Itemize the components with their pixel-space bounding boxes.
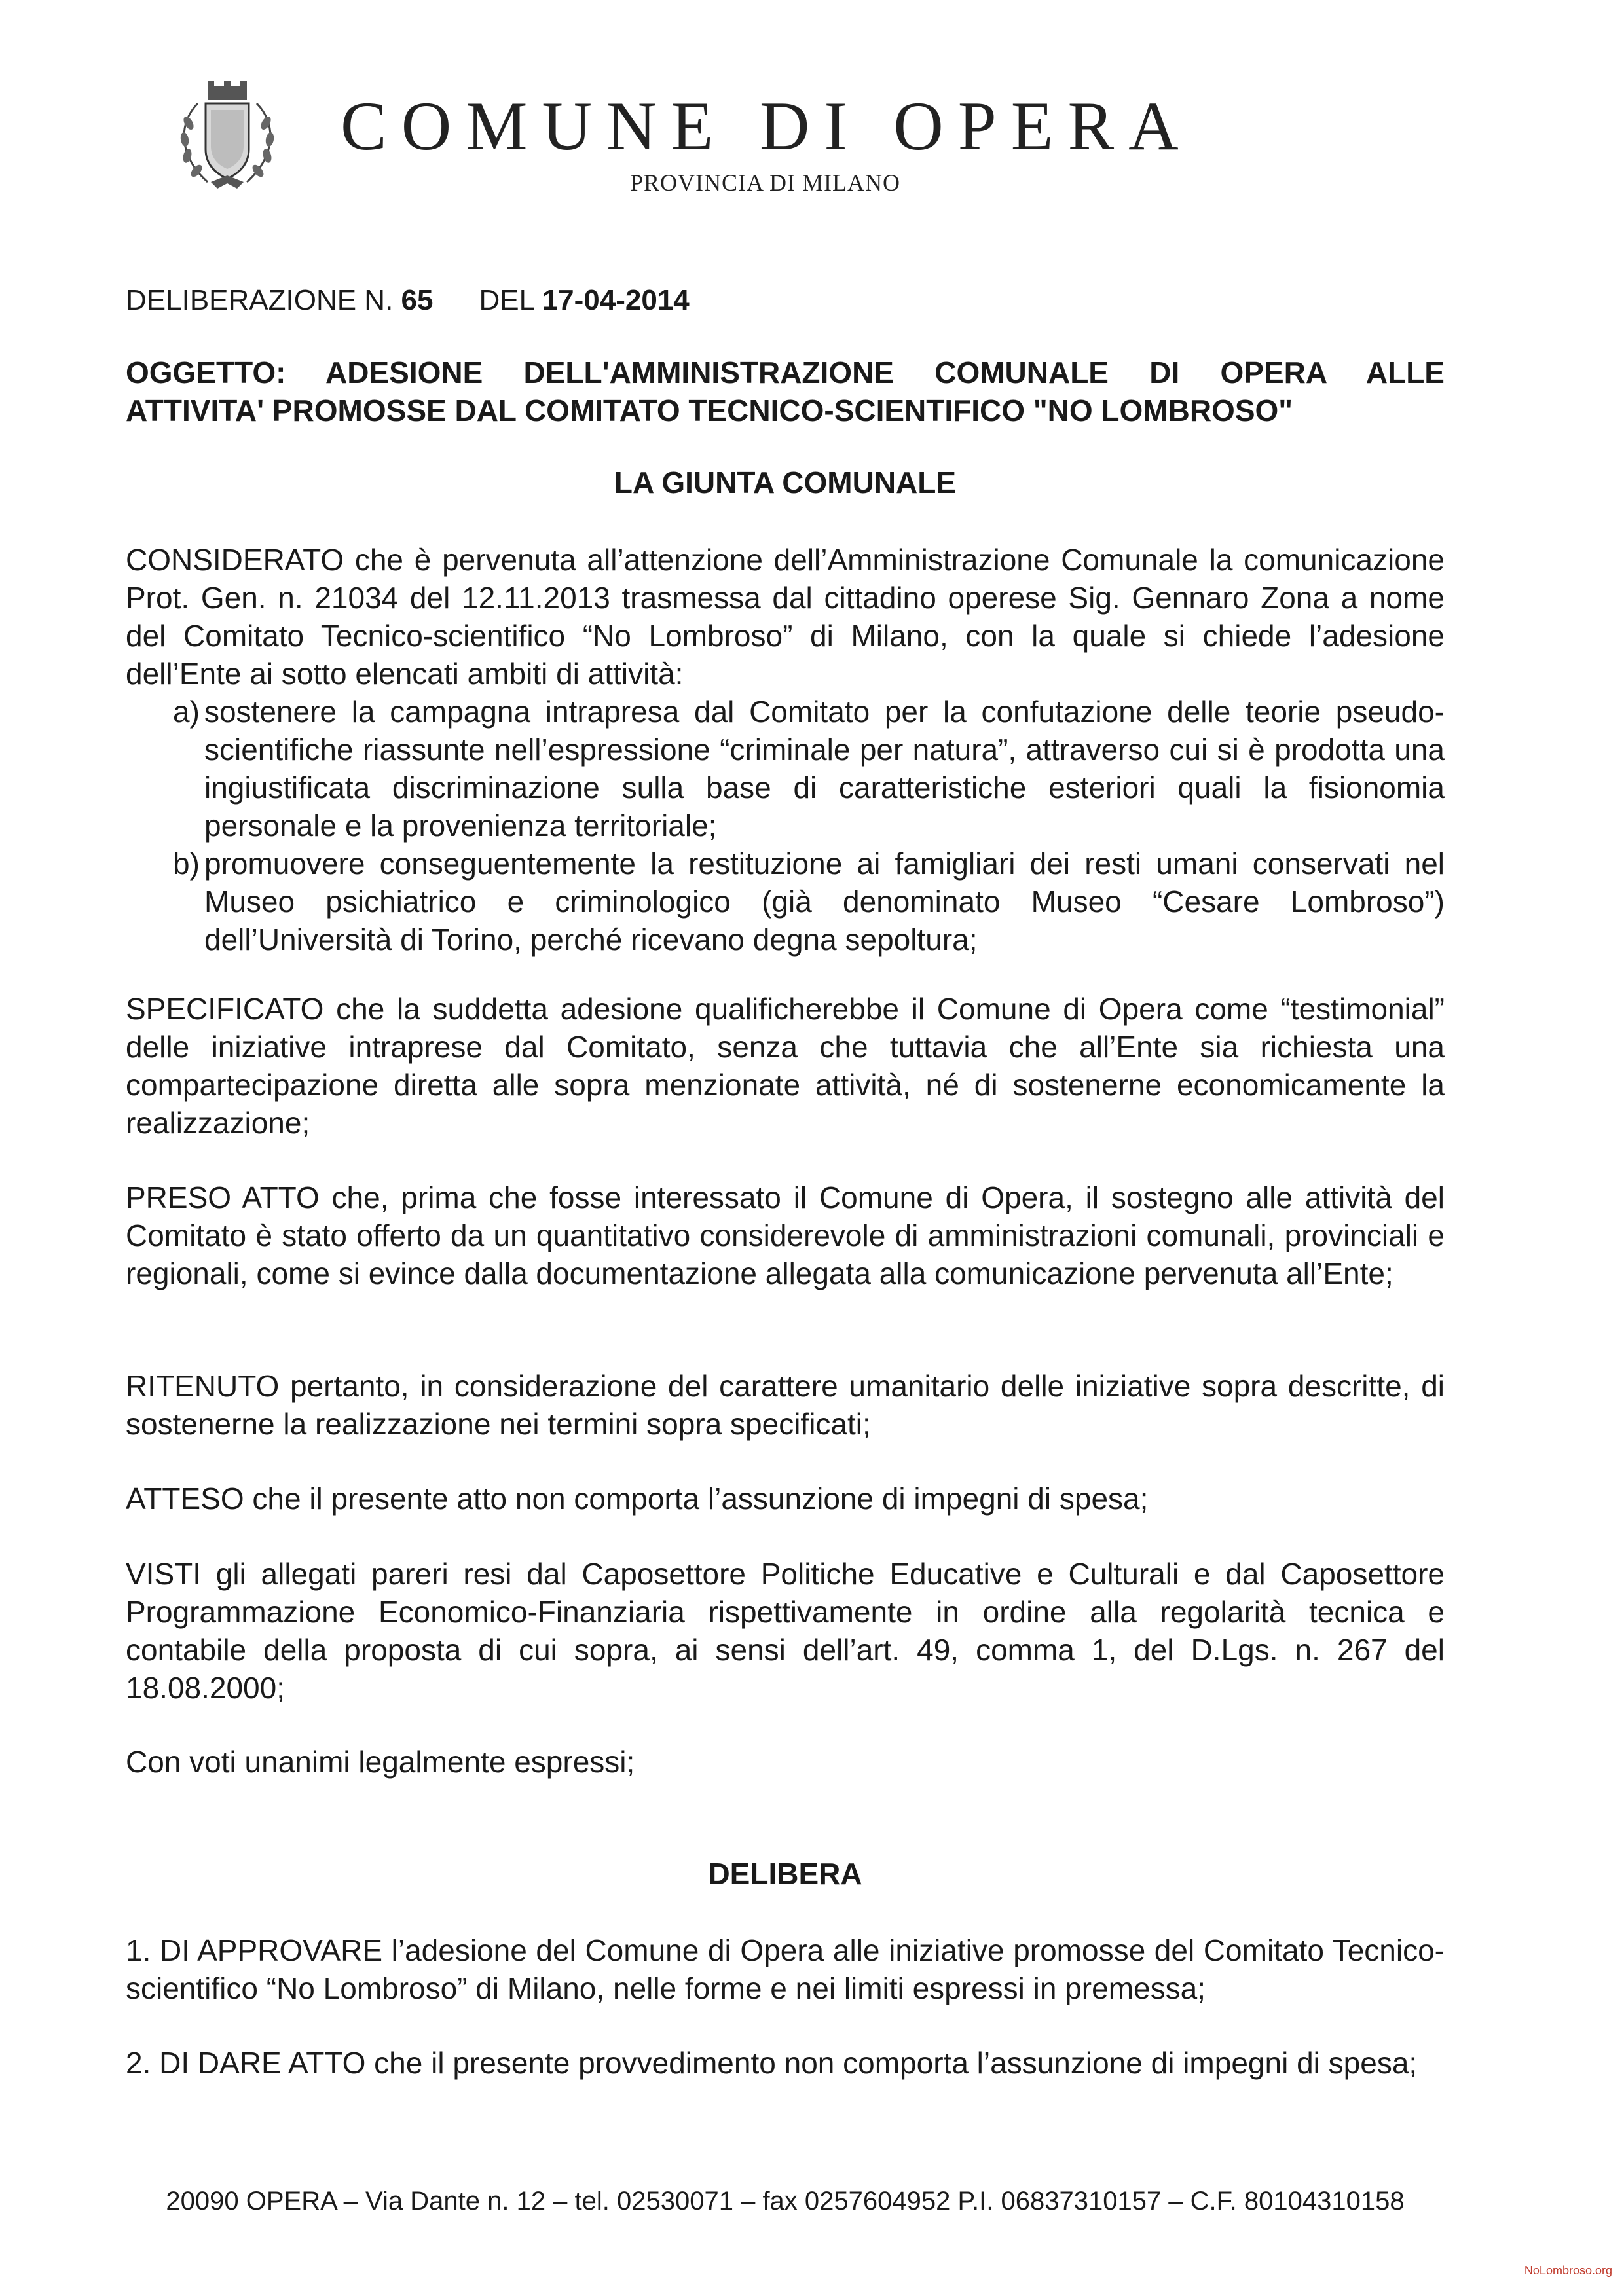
list-item-marker: a) <box>173 695 200 729</box>
list-item-marker: b) <box>173 847 200 881</box>
paragraph-visti: VISTI gli allegati pareri resi dal Caposettore Politiche Educative e Culturali e dal Caposettore Programmazione Economico-Finanziaria rispettivamente in ordine alla regolarità tecnica e contabile della proposta di cui sopra, ai sensi dell’art. 49, comma 1, del D.Lgs. n. 267 del 18.08.2000; <box>126 1557 1445 1705</box>
list-item <box>126 845 1445 958</box>
list-item <box>126 693 1445 845</box>
municipality-name: COMUNE DI OPERA <box>341 88 1193 164</box>
resolution-line <box>126 284 690 317</box>
coat-of-arms-icon <box>172 77 283 195</box>
resolution-number: 65 <box>401 284 434 316</box>
decision-item-2: 2. DI DARE ATTO che il presente provvedimento non comporta l’assunzione di impegni di spesa; <box>126 2046 1418 2080</box>
decision-item-1: 1. DI APPROVARE l’adesione del Comune di Opera alle iniziative promosse del Comitato Tecnico-scientifico “No Lombroso” di Milano, nelle forme e nei limiti espressi in premessa; <box>126 1933 1445 2005</box>
resolution-date-label: DEL <box>479 284 534 316</box>
source-watermark: NoLombroso.org <box>1524 2264 1612 2277</box>
paragraph-specificato: SPECIFICATO che la suddetta adesione qualificherebbe il Comune di Opera come “testimonial” delle iniziative intraprese dal Comitato, senza che tuttavia che all’Ente sia richiesta una compartecipazione diretta alle sopra menzionate attività, né di sostenerne economicamente la realizzazione; <box>126 992 1445 1140</box>
body-heading: LA GIUNTA COMUNALE <box>614 465 957 500</box>
paragraph-considerato: CONSIDERATO che è pervenuta all’attenzione dell’Amministrazione Comunale la comunicazione Prot. Gen. n. 21034 del 12.11.2013 trasmessa dal cittadino operese Sig. Gennaro Zona a nome del Comitato Tecnico-scientifico “No Lombroso” di Milano, con la quale si chiede l’adesione dell’Ente ai sotto elencati ambiti di attività: <box>126 543 1445 691</box>
paragraph-preso-atto: PRESO ATTO che, prima che fosse interessato il Comune di Opera, il sostegno alle attività del Comitato è stato offerto da un quantitativo considerevole di amministrazioni comunali, provinciali e regionali, come si evince dalla documentazione allegata alla comunicazione pervenuta all’Ente; <box>126 1180 1445 1290</box>
activity-list <box>126 693 1445 958</box>
resolution-label: DELIBERAZIONE N. <box>126 284 394 316</box>
paragraph-voti: Con voti unanimi legalmente espressi; <box>126 1745 635 1779</box>
subject <box>126 354 1445 429</box>
paragraph-atteso: ATTESO che il presente atto non comporta l’assunzione di impegni di spesa; <box>126 1482 1149 1516</box>
province-name: PROVINCIA DI MILANO <box>630 170 900 196</box>
decision-heading: DELIBERA <box>708 1857 862 1891</box>
list-item-text: promuovere conseguentemente la restituzione ai famigliari dei resti umani conservati nel Museo psichiatrico e criminologico (già denominato Museo “Cesare Lombroso”) dell’Università di Torino, perché ricevano degna sepoltura; <box>204 847 1445 957</box>
footer-address: 20090 OPERA – Via Dante n. 12 – tel. 02530071 – fax 0257604952 P.I. 06837310157 – C.F. 80104310158 <box>166 2187 1405 2215</box>
resolution-date: 17-04-2014 <box>542 284 690 316</box>
list-item-text: sostenere la campagna intrapresa dal Comitato per la confutazione delle teorie pseudo-scientifiche riassunte nell’espressione “criminale per natura”, attraverso cui si è prodotta una ingiustificata discriminazione sulla base di caratteristiche esteriori quali la fisionomia personale e la provenienza territoriale; <box>204 695 1445 843</box>
subject-line-2: ATTIVITA' PROMOSSE DAL COMITATO TECNICO-SCIENTIFICO "NO LOMBROSO" <box>126 393 1293 428</box>
paragraph-ritenuto: RITENUTO pertanto, in considerazione del carattere umanitario delle iniziative sopra descritte, di sostenerne la realizzazione nei termini sopra specificati; <box>126 1369 1445 1441</box>
subject-line-1: OGGETTO: ADESIONE DELL'AMMINISTRAZIONE COMUNALE DI OPERA ALLE <box>126 355 1445 390</box>
